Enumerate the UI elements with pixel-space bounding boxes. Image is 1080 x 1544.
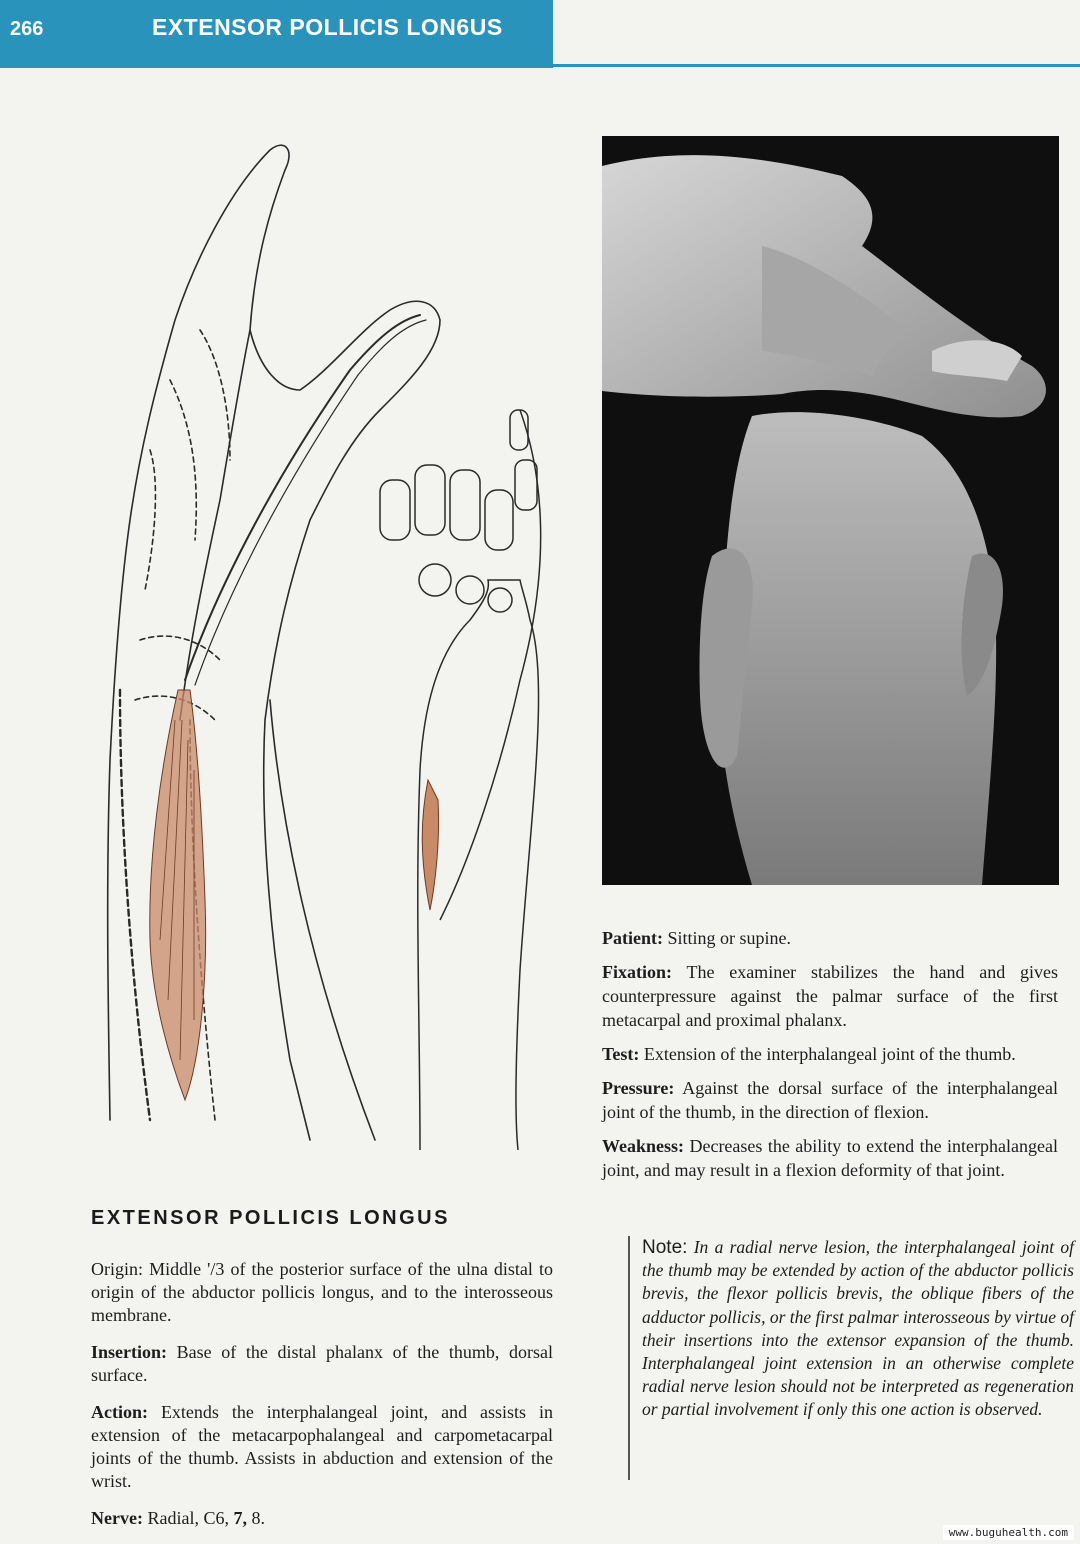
test-paragraph xyxy=(602,1042,1058,1066)
skeleton-muscle xyxy=(422,780,438,910)
page-number: 266 xyxy=(10,18,44,40)
header-bar xyxy=(0,0,553,68)
anatomy-illustration xyxy=(90,120,590,1150)
header-rule xyxy=(553,64,1080,67)
origin-text: Middle '/3 of the posterior surface of the ulna distal to origin of the abductor pollicis longus, and to the interosseous membrane. xyxy=(91,1259,553,1325)
action-label: Action: xyxy=(91,1402,148,1422)
patient-text: Sitting or supine. xyxy=(662,928,791,948)
site-watermark: www.buguhealth.com xyxy=(943,1525,1074,1540)
action-text: Extends the interphalangeal joint, and assists in extension of the metacarpophalangeal and carpometacarpal joints of the thumb. Assists in abduction and extension of the wrist. xyxy=(91,1402,553,1491)
test-description xyxy=(602,926,1058,1192)
nerve-bold: 7, xyxy=(233,1508,247,1528)
nerve-text-b: 8. xyxy=(246,1508,265,1528)
weakness-paragraph xyxy=(602,1134,1058,1182)
test-text: Extension of the interphalangeal joint of the thumb. xyxy=(639,1044,1016,1064)
muscle-description xyxy=(91,1258,553,1544)
pressure-paragraph xyxy=(602,1076,1058,1124)
note-label: Note: xyxy=(642,1237,688,1258)
note-box xyxy=(628,1236,1074,1480)
pressure-text: Against the dorsal surface of the interphalangeal joint of the thumb, in the direction of flexion. xyxy=(602,1078,1058,1122)
running-title: EXTENSOR POLLICIS LON6US xyxy=(152,14,503,40)
section-title: EXTENSOR POLLICIS LONGUS xyxy=(91,1207,450,1229)
muscle-belly xyxy=(150,690,206,1100)
nerve-paragraph xyxy=(91,1507,553,1530)
origin-label: Origin: xyxy=(91,1259,143,1279)
test-label: Test: xyxy=(602,1044,640,1064)
insertion-paragraph xyxy=(91,1341,553,1387)
fixation-text: The examiner stabilizes the hand and gives counterpressure against the palmar surface of the first metacarpal and proximal phalanx. xyxy=(602,962,1058,1030)
insertion-label: Insertion: xyxy=(91,1342,167,1362)
pressure-label: Pressure: xyxy=(602,1078,675,1098)
weakness-label: Weakness: xyxy=(602,1136,685,1156)
muscle-test-photo xyxy=(602,136,1059,885)
origin-paragraph xyxy=(91,1258,553,1327)
weakness-text: Decreases the ability to extend the interphalangeal joint, and may result in a flexion deformity of that joint. xyxy=(602,1136,1058,1180)
fixation-label: Fixation: xyxy=(602,962,672,982)
action-paragraph xyxy=(91,1401,553,1493)
patient-paragraph xyxy=(602,926,1058,950)
patient-label: Patient: xyxy=(602,928,663,948)
insertion-text: Base of the distal phalanx of the thumb, dorsal surface. xyxy=(91,1342,553,1385)
nerve-label: Nerve: xyxy=(91,1508,143,1528)
nerve-text-a: Radial, C6, xyxy=(142,1508,234,1528)
note-text: In a radial nerve lesion, the interphalangeal joint of the thumb may be extended by action of the abductor pollicis brevis, the flexor pollicis brevis, the oblique fibers of the adductor pollicis, or the first palmar interosseous by virtue of their insertions into the extensor expansion of the thumb. Interphalangeal joint extension in an otherwise complete radial nerve lesion should not be interpreted as regeneration or partial involvement if only this one action is observed. xyxy=(642,1237,1075,1420)
fixation-paragraph xyxy=(602,960,1058,1032)
